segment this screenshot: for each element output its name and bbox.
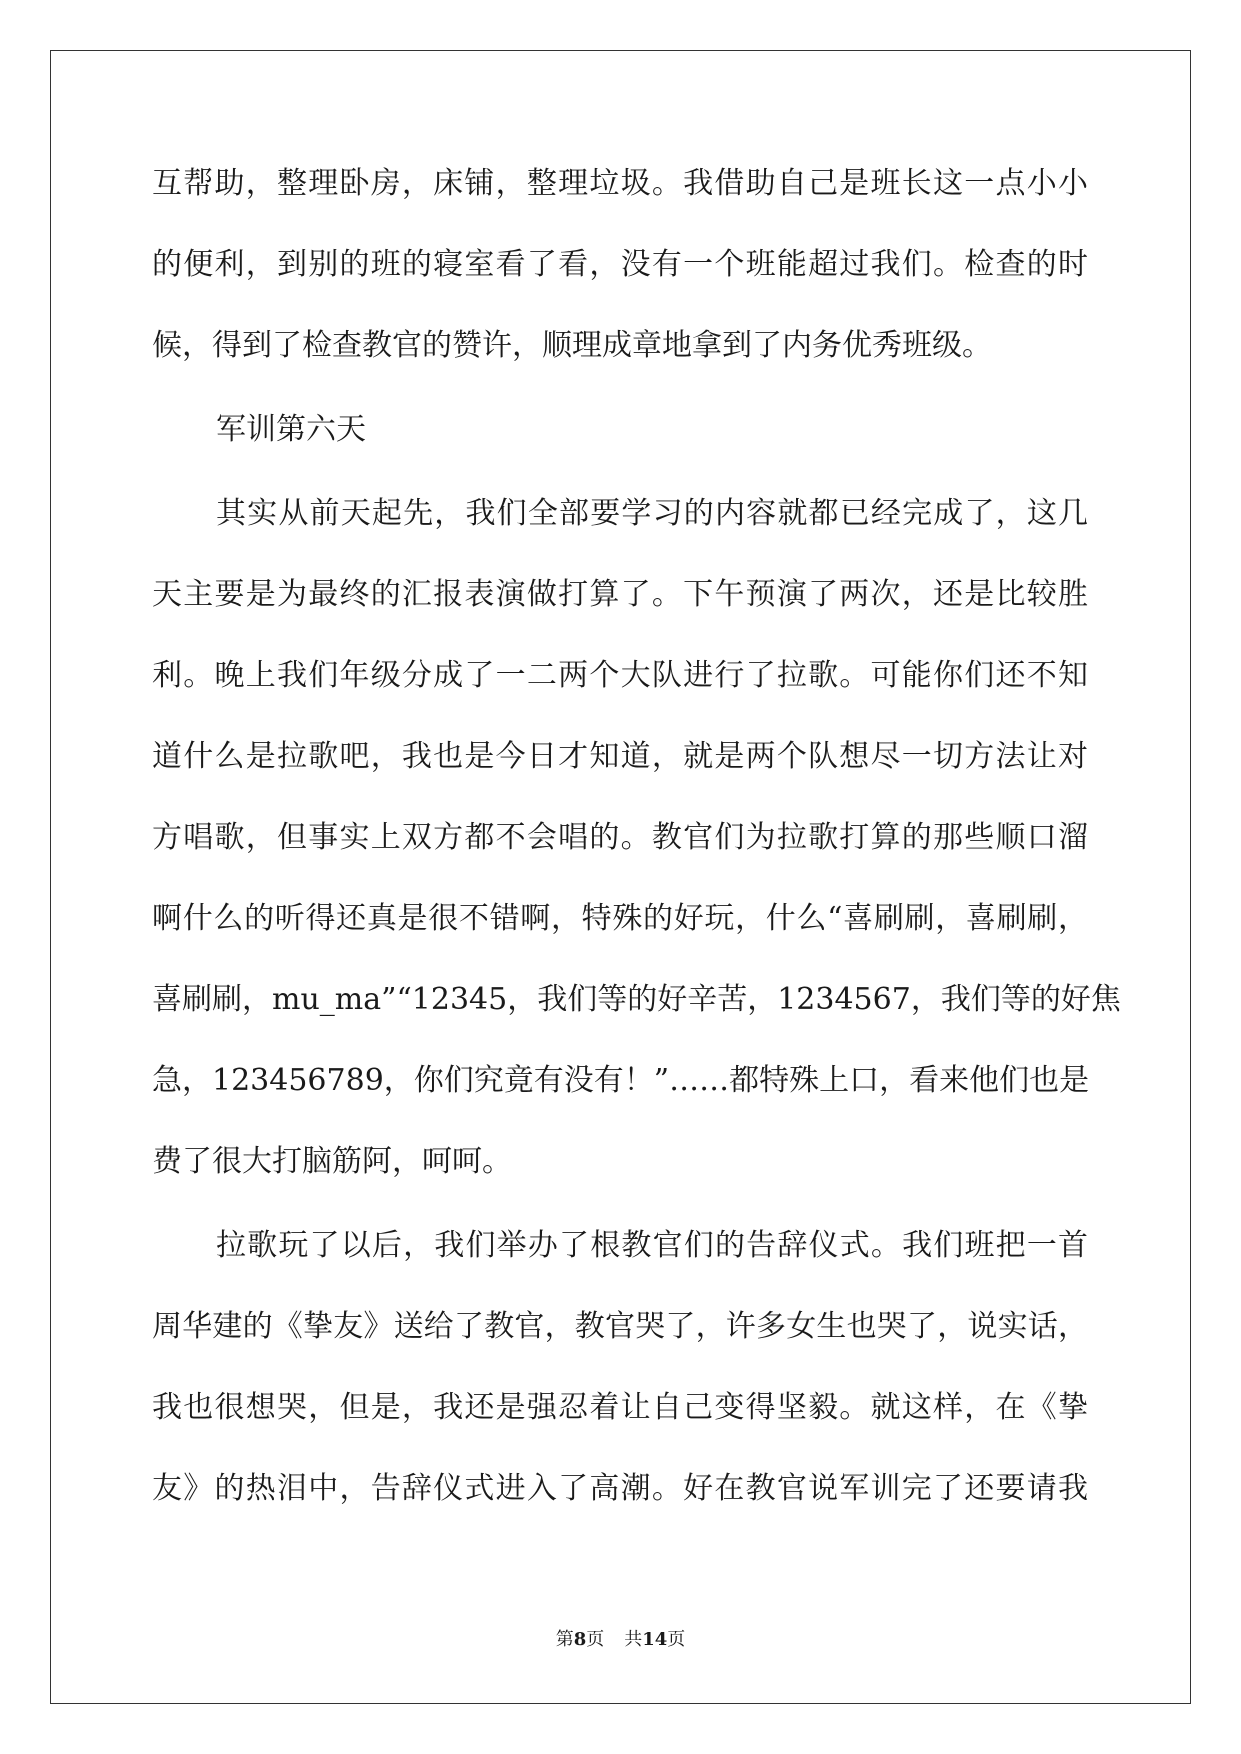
text-line: 方唱歌，但事实上双方都不会唱的。教官们为拉歌打算的那些顺口溜: [152, 820, 1088, 855]
page-footer: [0, 1629, 1241, 1651]
text-line: 费了很大打脑筋阿，呵呵。: [152, 1144, 512, 1179]
total-suffix: 页: [667, 1629, 686, 1650]
text-line: 啊什么的听得还真是很不错啊，特殊的好玩，什么“喜刷刷，喜刷刷，: [152, 901, 1088, 936]
text-line: 拉歌玩了以后，我们举办了根教官们的告辞仪式。我们班把一首: [216, 1228, 1088, 1263]
document-body: [152, 164, 1121, 1509]
page-suffix: 页: [586, 1629, 605, 1650]
text-line: 利。晚上我们年级分成了一二两个大队进行了拉歌。可能你们还不知: [152, 658, 1088, 693]
text-line: 我也很想哭，但是，我还是强忍着让自己变得坚毅。就这样，在《挚: [152, 1390, 1088, 1425]
text-line: 互帮助，整理卧房，床铺，整理垃圾。我借助自己是班长这一点小小: [152, 166, 1088, 201]
page-prefix: 第: [555, 1629, 574, 1650]
total-pages: 14: [642, 1629, 668, 1650]
text-line: 的便利，到别的班的寝室看了看，没有一个班能超过我们。检查的时: [152, 247, 1088, 282]
text-line: 道什么是拉歌吧，我也是今日才知道，就是两个队想尽一切方法让对: [152, 739, 1088, 774]
section-heading: 军训第六天: [216, 412, 366, 447]
text-line: 友》的热泪中，告辞仪式进入了高潮。好在教官说军训完了还要请我: [152, 1471, 1088, 1506]
text-line: 候，得到了检查教官的赞许，顺理成章地拿到了内务优秀班级。: [152, 328, 992, 363]
text-line: 急，123456789，你们究竟有没有！”……都特殊上口，看来他们也是: [152, 1063, 1090, 1098]
total-prefix: 共: [624, 1629, 643, 1650]
text-line: 其实从前天起先，我们全部要学习的内容就都已经完成了，这几: [216, 496, 1088, 531]
page-number: 8: [573, 1629, 587, 1650]
text-line: 周华建的《挚友》送给了教官，教官哭了，许多女生也哭了，说实话，: [152, 1309, 1088, 1344]
text-line: 天主要是为最终的汇报表演做打算了。下午预演了两次，还是比较胜: [152, 577, 1088, 612]
text-line: 喜刷刷，mu_ma”“12345，我们等的好辛苦，1234567，我们等的好焦: [152, 982, 1121, 1017]
